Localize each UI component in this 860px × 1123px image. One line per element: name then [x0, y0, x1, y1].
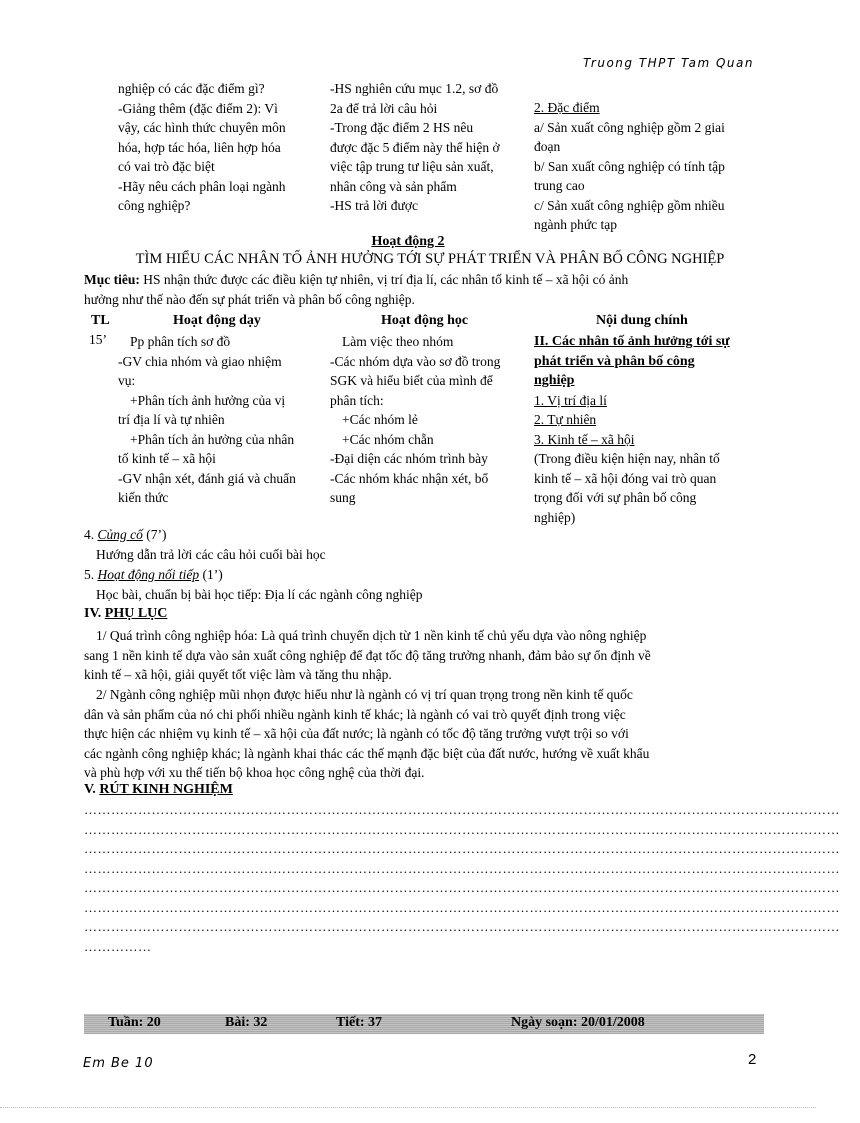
- heading-text: RÚT KINH NGHIỆM: [99, 782, 233, 797]
- top-learn-line: -Trong đặc điểm 2 HS nêu: [330, 120, 474, 135]
- top-learn-line: được đặc 5 điểm này thể hiện ở: [330, 139, 500, 155]
- appendix-heading: [84, 606, 167, 622]
- top-teach-line: công nghiệp?: [118, 198, 191, 213]
- top-content-line: đoạn: [534, 139, 561, 154]
- activity-title: TÌM HIỂU CÁC NHÂN TỐ ẢNH HƯỞNG TỚI SỰ PHÁT TRIỂN VÀ PHÂN BỐ CÔNG NGHIỆP: [135, 251, 725, 267]
- content-heading-3: nghiệp: [534, 373, 575, 388]
- section-title: Hoạt động nối tiếp: [97, 567, 200, 582]
- experience-heading: [84, 782, 233, 798]
- section-time: (7’): [142, 527, 167, 542]
- top-teach-line: có vai trò đặc biệt: [118, 159, 215, 174]
- learn-column: [330, 332, 500, 508]
- appendix-line: dân và sản phẩm của nó chi phối nhiều ngành kinh tế khác; là ngành có vai trò quyết định trong việc: [84, 706, 626, 722]
- appendix-paragraph-1: [84, 626, 754, 685]
- note-line: ……………………………………………………………………………………………………………………………………………………: [84, 880, 840, 895]
- learn-line: phân tích:: [330, 392, 384, 408]
- content-item-text: 3. Kinh tế – xã hội: [534, 431, 635, 447]
- header-teach: Hoạt động dạy: [173, 313, 261, 328]
- learn-line: +Các nhóm lẻ: [342, 412, 418, 427]
- objective-line-2: hưởng như thế nào đến sự phát triển và phân bố công nghiệp.: [84, 292, 415, 307]
- appendix-line: kinh tế – xã hội, giải quyết tốt việc làm và tăng thu nhập.: [84, 667, 392, 682]
- top-content-line: a/ Sản xuất công nghiệp gồm 2 giai: [534, 119, 725, 135]
- page-edge: [0, 1107, 816, 1108]
- heading-text: PHỤ LỤC: [104, 606, 168, 621]
- content-item-text: 2. Tự nhiên: [534, 412, 597, 427]
- appendix-line: các ngành công nghiệp khác; là ngành khai thác các thế mạnh đặc biệt của đất nước, hướng về xuất khẩu: [84, 745, 650, 761]
- content-heading: 2. Đặc điểm: [534, 100, 600, 115]
- section-4-heading: [84, 527, 167, 543]
- appendix-line: thực hiện các nhiệm vụ kinh tế – xã hội của đất nước; là ngành có tốc độ tăng trưởng vượt trội so với: [84, 726, 629, 741]
- learn-line: -Đại diện các nhóm trình bày: [330, 451, 488, 466]
- top-teach-column: [118, 79, 286, 216]
- top-content-line: b/ San xuất công nghiệp có tính tập: [534, 158, 725, 174]
- teach-line: Pp phân tích sơ đồ: [130, 334, 231, 349]
- learn-line: -Các nhóm khác nhận xét, bổ: [330, 470, 489, 486]
- footer-lesson: Bài: 32: [225, 1015, 268, 1030]
- content-note-line: kinh tế – xã hội đóng vai trò quan: [534, 470, 717, 486]
- learn-line: -Các nhóm dựa vào sơ đồ trong: [330, 353, 501, 369]
- activity-label: Hoạt động 2: [371, 234, 445, 249]
- time-cell: 15’: [89, 332, 107, 347]
- content-note-line: (Trong điều kiện hiện nay, nhân tố: [534, 451, 720, 466]
- top-learn-line: việc tập trung tư liệu sản xuất,: [330, 159, 494, 174]
- section-num: 5.: [84, 567, 98, 582]
- top-learn-line: nhân công và sản phẩm: [330, 178, 457, 194]
- appendix-line: và phù hợp với xu thế tiến bộ khoa học công nghệ của thời đại.: [84, 765, 425, 780]
- page-number: 2: [748, 1051, 757, 1068]
- content-column: [534, 332, 730, 527]
- appendix-paragraph-2: [84, 685, 754, 783]
- teach-line: trí địa lí và tự nhiên: [118, 412, 225, 427]
- learn-line: SGK và hiểu biết của mình để: [330, 373, 493, 388]
- top-content-line: ngành phức tạp: [534, 217, 618, 232]
- teach-line: -GV chia nhóm và giao nhiệm: [118, 353, 282, 369]
- section-num: 4.: [84, 527, 98, 542]
- note-line: ……………………………………………………………………………………………………………………………………………………: [84, 821, 840, 837]
- teach-line: +Phân tích ảnh hưởng của vị: [130, 392, 286, 408]
- content-item-3: [534, 430, 730, 450]
- top-teach-line: -Giảng thêm (đặc điểm 2): Vì: [118, 100, 278, 116]
- teach-column: [118, 332, 296, 508]
- section-time: (1’): [199, 567, 223, 582]
- content-heading-1: II. Các nhân tố ảnh hưởng tới sự: [534, 334, 730, 349]
- header-time: TL: [91, 313, 110, 328]
- top-learn-line: -HS nghiên cứu mục 1.2, sơ đồ: [330, 81, 499, 96]
- top-teach-line: vậy, các hình thức chuyên môn: [118, 120, 286, 135]
- teach-line: +Phân tích ản hưởng của nhân: [130, 431, 295, 447]
- header-content: Nội dung chính: [596, 313, 688, 328]
- top-teach-line: -Hãy nêu cách phân loại ngành: [118, 178, 286, 194]
- top-content-line: c/ Sản xuất công nghiệp gồm nhiều: [534, 197, 725, 213]
- top-learn-column: [330, 79, 500, 216]
- teach-line: kiến thức: [118, 490, 169, 505]
- section-4-text: Hướng dẫn trả lời các câu hỏi cuối bài học: [96, 547, 326, 562]
- objective-label: Mục tiêu:: [84, 272, 140, 287]
- top-learn-line: -HS trả lời được: [330, 198, 418, 213]
- note-line: ……………………………………………………………………………………………………………………………………………………: [84, 841, 840, 856]
- heading-num: IV.: [84, 606, 105, 621]
- footer-week: Tuần: 20: [108, 1015, 161, 1030]
- content-item-text: 1. Vị trí địa lí: [534, 392, 607, 408]
- top-teach-line: nghiệp có các đặc điểm gì?: [118, 81, 265, 96]
- note-line: ……………………………………………………………………………………………………………………………………………………: [84, 860, 840, 876]
- teach-line: vụ:: [118, 373, 136, 388]
- heading-num: V.: [84, 782, 100, 797]
- section-title: Củng cố: [97, 527, 143, 542]
- footer-author: Em Be 10: [83, 1056, 154, 1071]
- teach-line: -GV nhận xét, đánh giá và chuẩn: [118, 470, 296, 486]
- teach-line: tố kinh tế – xã hội: [118, 451, 216, 466]
- footer-date: Ngày soạn: 20/01/2008: [511, 1015, 645, 1030]
- top-teach-line: hóa, hợp tác hóa, liên hợp hóa: [118, 139, 281, 155]
- learn-line: sung: [330, 490, 356, 505]
- content-item-1: [534, 391, 730, 411]
- content-note-line: nghiệp): [534, 509, 576, 525]
- school-header: Truong THPT Tam Quan: [583, 56, 754, 70]
- objective-line-1: [84, 272, 628, 288]
- appendix-line: 2/ Ngành công nghiệp mũi nhọn được hiểu như là ngành có vị trí quan trọng trong nền kinh tế quốc: [96, 687, 633, 702]
- note-line: ……………………………………………………………………………………………………………………………………………………: [84, 802, 840, 817]
- note-line-last: ……………: [84, 938, 152, 954]
- top-content-column: [534, 98, 725, 235]
- appendix-line: 1/ Quá trình công nghiệp hóa: Là quá trình chuyển dịch từ 1 nền kinh tế chủ yếu dựa vào nông nghiệp: [96, 628, 647, 643]
- content-item-2: [534, 410, 730, 430]
- learn-line: +Các nhóm chẵn: [342, 431, 434, 447]
- top-content-line: trung cao: [534, 178, 585, 193]
- learn-line: Làm việc theo nhóm: [342, 334, 454, 349]
- header-learn: Hoạt động học: [381, 313, 469, 328]
- note-line: ……………………………………………………………………………………………………………………………………………………: [84, 899, 840, 915]
- content-note-line: trọng đối với sự phân bố công: [534, 490, 697, 505]
- top-learn-line: 2a để trả lời câu hỏi: [330, 100, 438, 116]
- section-5-heading: [84, 567, 223, 583]
- note-line: ……………………………………………………………………………………………………………………………………………………: [84, 919, 840, 934]
- footer-period: Tiết: 37: [336, 1015, 383, 1030]
- content-heading-2: phát triển và phân bố công: [534, 353, 695, 369]
- appendix-line: sang 1 nền kinh tế dựa vào sản xuất công nghiệp để đạt tốc độ tăng trưởng nhanh, đảm bảo sự ổn định về: [84, 647, 651, 663]
- footer-bar: [84, 1014, 764, 1034]
- section-5-text: Học bài, chuẩn bị bài học tiếp: Địa lí các ngành công nghiệp: [96, 587, 423, 602]
- objective-text: HS nhận thức được các điều kiện tự nhiên, vị trí địa lí, các nhân tố kinh tế – xã hội có ảnh: [143, 272, 629, 287]
